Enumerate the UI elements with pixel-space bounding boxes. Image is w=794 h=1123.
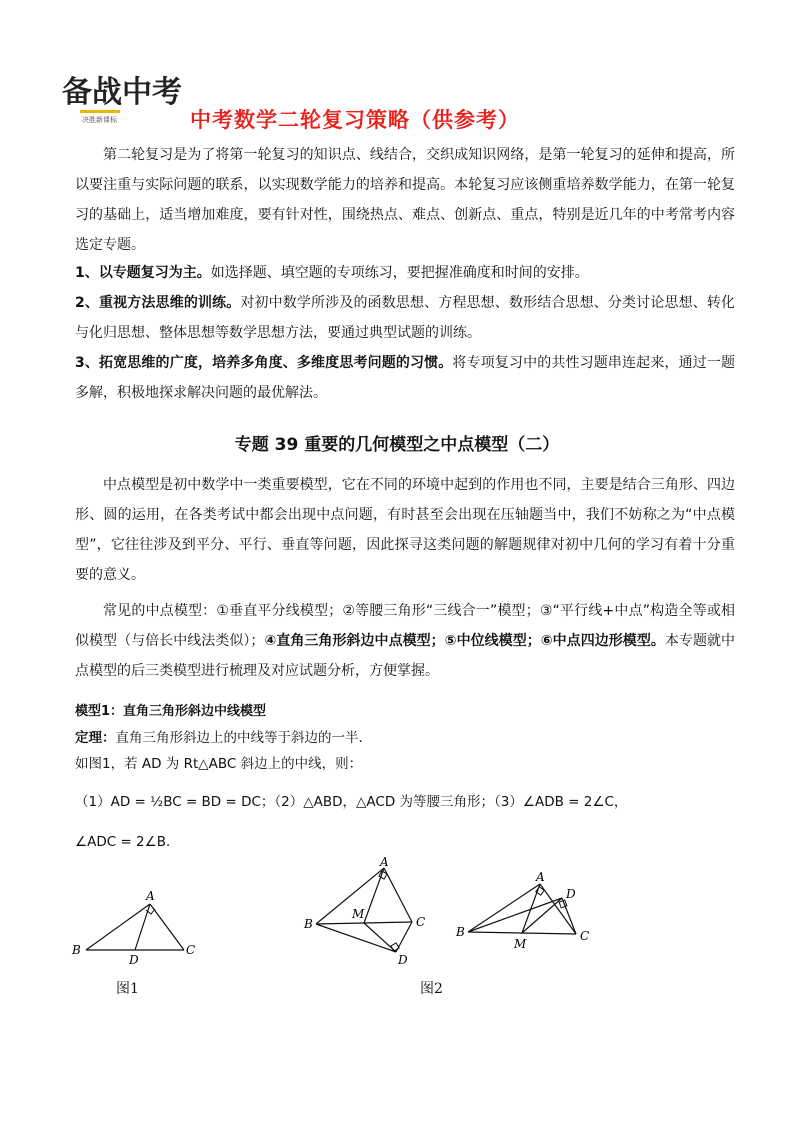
fig2r-label-a: A	[536, 870, 545, 884]
page-title: 中考数学二轮复习策略（供参考）	[190, 108, 520, 132]
intro-paragraph: 第二轮复习是为了将第一轮复习的知识点、线结合，交织成知识网络，是第一轮复习的延伸和提高，所以要注重与实际问题的联系，以实现数学能力的培养和提高。本轮复习应该侧重培养数学能力，在第一轮复习的基础上，适当增加难度，要有针对性，围绕热点、难点、创新点、重点，特别是近几年的中考常考内容选定专题。	[75, 147, 735, 253]
figure-1	[66, 880, 206, 970]
figure-2-right	[452, 868, 602, 958]
fig1-side-ac	[150, 904, 184, 950]
figure-1-caption: 图1	[116, 981, 139, 997]
fig1-side-ab	[86, 904, 150, 950]
fig2r-side-ba	[468, 884, 540, 932]
fig2l-label-c: C	[416, 915, 426, 929]
intro-point-2-text: 对初中数学所涉及的函数思想、方程思想、数形结合思想、分类讨论思想、转化与化归思想、整体思想等数学思想方法，要通过典型试题的训练。	[75, 295, 735, 341]
fig2l-label-m: M	[352, 907, 365, 921]
fig2r-side-dc	[562, 898, 576, 934]
result-line-1: （1）AD = ½BC = BD = DC；（2）△ABD，△ACD 为等腰三角形；（3）∠ADB = 2∠C，	[75, 794, 628, 810]
section-paragraph-2b: ④直角三角形斜边中点模型；⑤中位线模型；⑥中点四边形模型。	[264, 633, 665, 649]
intro-point-1-bold: 1、以专题复习为主。	[75, 265, 211, 281]
intro-point-3-text: 将专项复习中的共性习题串连起来，通过一题多解，积极地探求解决问题的最优解法。	[75, 355, 736, 401]
fig2r-label-c: C	[580, 929, 590, 943]
intro-point-2	[75, 288, 735, 348]
fig1-label-b: B	[72, 943, 81, 957]
section-paragraph-2a: 常见的中点模型：①垂直平分线模型；②等腰三角形“三线合一”模型；③“平行线+中点”构造全等或相似模型（与倍长中线法类似）；	[75, 603, 735, 649]
condition-line: 如图1，若 AD 为 Rt△ABC 斜边上的中线，则：	[75, 756, 363, 772]
intro-point-2-bold: 2、重视方法思维的训练。	[75, 295, 241, 311]
fig2l-label-d: D	[398, 953, 408, 967]
fig2r-label-d: D	[566, 887, 576, 901]
fig2r-side-bd	[468, 898, 562, 932]
fig2l-side-ac	[384, 868, 412, 922]
section-paragraph-2c: 本专题就中点模型的后三类模型进行梳理及对应试题分析，方便掌握。	[75, 633, 736, 679]
fig2l-right-angle-d	[391, 943, 399, 951]
logo	[60, 66, 200, 126]
fig2r-right-angle-d	[559, 900, 567, 908]
intro-point-1-text: 如选择题、填空题的专项练习，要把握准确度和时间的安排。	[210, 265, 589, 281]
logo-tagline: 决胜新课标	[82, 116, 117, 124]
figure-2-caption: 图2	[420, 981, 443, 997]
theorem-text: 直角三角形斜边上的中线等于斜边的一半．	[115, 730, 372, 746]
fig2l-label-b: B	[304, 917, 313, 931]
intro-point-3-bold: 3、拓宽思维的广度，培养多角度、多维度思考问题的习惯。	[75, 355, 453, 371]
figure-2-left	[300, 856, 440, 976]
fig2r-label-b: B	[456, 925, 465, 939]
intro-point-3	[75, 348, 735, 408]
result-line-2: ∠ADC = 2∠B．	[75, 834, 180, 850]
section-paragraph-1: 中点模型是初中数学中一类重要模型，它在不同的环境中起到的作用也不同，主要是结合三角形、四边形、圆的运用，在各类考试中都会出现中点问题，有时甚至会出现在压轴题当中，我们不妨称之为“中点模型”，它往往涉及到平分、平行、垂直等问题，因此探寻这类问题的解题规律对初中几何的学习有着十分重要的意义。	[75, 477, 735, 583]
fig2l-median-md	[364, 923, 396, 952]
fig2l-side-bd	[316, 924, 396, 952]
intro-point-1	[75, 258, 735, 288]
fig1-label-d: D	[129, 953, 139, 967]
fig1-label-a: A	[146, 889, 155, 903]
section-paragraph-2	[75, 596, 735, 686]
fig2r-label-m: M	[514, 937, 527, 951]
section-title: 专题 39 重要的几何模型之中点模型（二）	[234, 435, 560, 455]
fig1-label-c: C	[186, 943, 196, 957]
model-1-title: 模型1：直角三角形斜边中线模型	[75, 704, 267, 719]
theorem-label: 定理：	[75, 730, 116, 746]
theorem-line	[75, 726, 372, 750]
logo-graphic	[60, 66, 200, 126]
logo-text: 备战中考	[62, 75, 182, 110]
logo-underline	[80, 110, 120, 113]
fig2l-label-a: A	[380, 856, 389, 869]
